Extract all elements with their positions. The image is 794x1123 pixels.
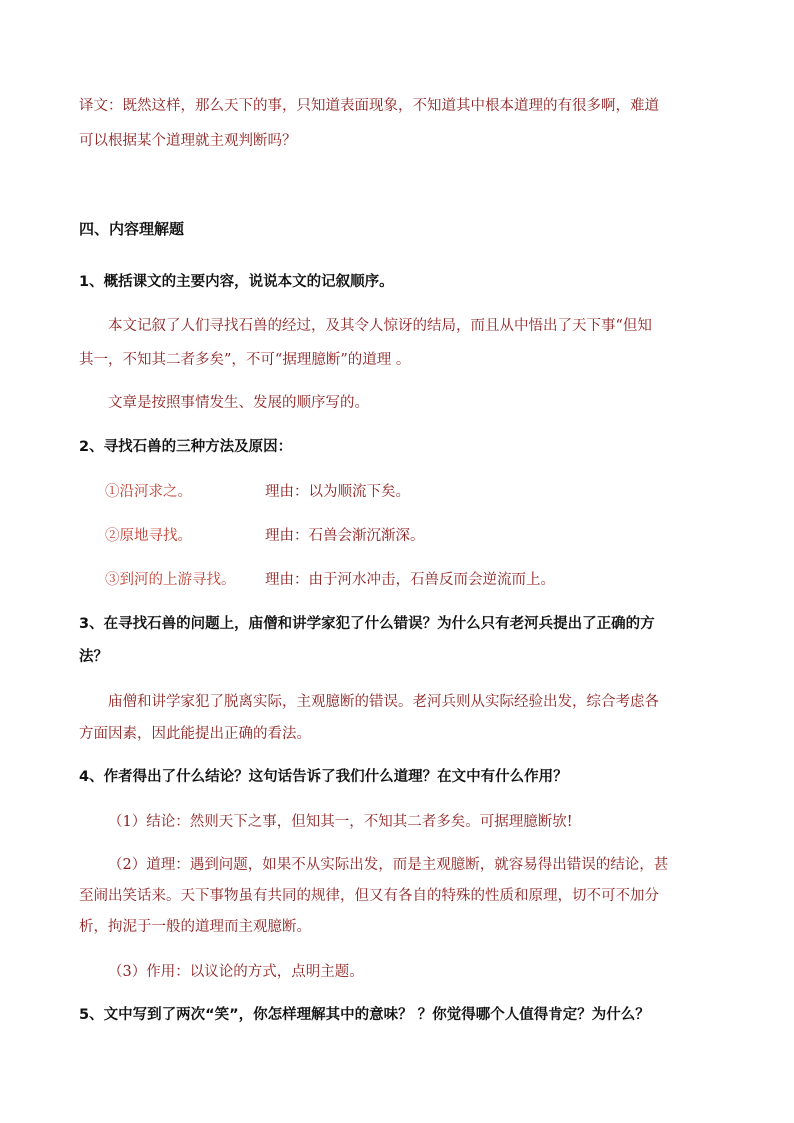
translation-line-1: 译文：既然这样，那么天下的事，只知道表面现象，不知道其中根本道理的有很多啊，难道 [79,98,659,114]
question-1: 1、概括课文的主要内容，说说本文的记叙顺序。 [79,274,394,290]
question-3-line-1: 3、在寻找石兽的问题上，庙僧和讲学家犯了什么错误？为什么只有老河兵提出了正确的方 [79,616,655,632]
answer-4-2-line-1: （2）道理：遇到问题，如果不从实际出发，而是主观臆断，就容易得出错误的结论，甚 [108,857,669,873]
question-2: 2、寻找石兽的三种方法及原因： [79,439,293,455]
answer-3-line-1: 庙僧和讲学家犯了脱离实际，主观臆断的错误。老河兵则从实际经验出发，综合考虑各 [108,694,659,710]
method-3: ③到河的上游寻找。 [105,572,236,588]
section-title: 四、内容理解题 [79,220,185,238]
answer-4-2-line-2: 至闹出笑话来。天下事物虽有共同的规律，但又有各自的特殊的性质和原理，切不可不加分 [79,888,659,904]
question-4: 4、作者得出了什么结论？这句话告诉了我们什么道理？在文中有什么作用？ [79,769,568,785]
answer-4-2-line-3: 析，拘泥于一般的道理而主观臆断。 [79,919,311,935]
method-1: ①沿河求之。 [105,484,192,500]
answer-1-line-2: 其一，不知其二者多矣”，不可“据理臆断”的道理 。 [79,352,411,368]
answer-4-3: （3）作用：以议论的方式，点明主题。 [108,964,364,980]
answer-4-1: （1）结论：然则天下之事，但知其一，不知其二者多矣。可据理臆断欤! [108,814,573,830]
reason-1: 理由：以为顺流下矣。 [265,484,410,500]
answer-3-line-2: 方面因素，因此能提出正确的看法。 [79,726,311,742]
method-2: ②原地寻找。 [105,528,192,544]
translation-line-2: 可以根据某个道理就主观判断吗？ [79,133,297,149]
question-5: 5、文中写到了两次“笑”，你怎样理解其中的意味？ ？你觉得哪个人值得肯定？为什么？ [79,1007,650,1023]
answer-1-line-3: 文章是按照事情发生、发展的顺序写的。 [108,395,369,411]
question-3-line-2: 法？ [79,649,108,665]
reason-3: 理由：由于河水冲击，石兽反而会逆流而上。 [265,572,555,588]
answer-1-line-1: 本文记叙了人们寻找石兽的经过，及其令人惊讶的结局，而且从中悟出了天下事“但知 [108,318,652,334]
reason-2: 理由：石兽会渐沉渐深。 [265,528,425,544]
